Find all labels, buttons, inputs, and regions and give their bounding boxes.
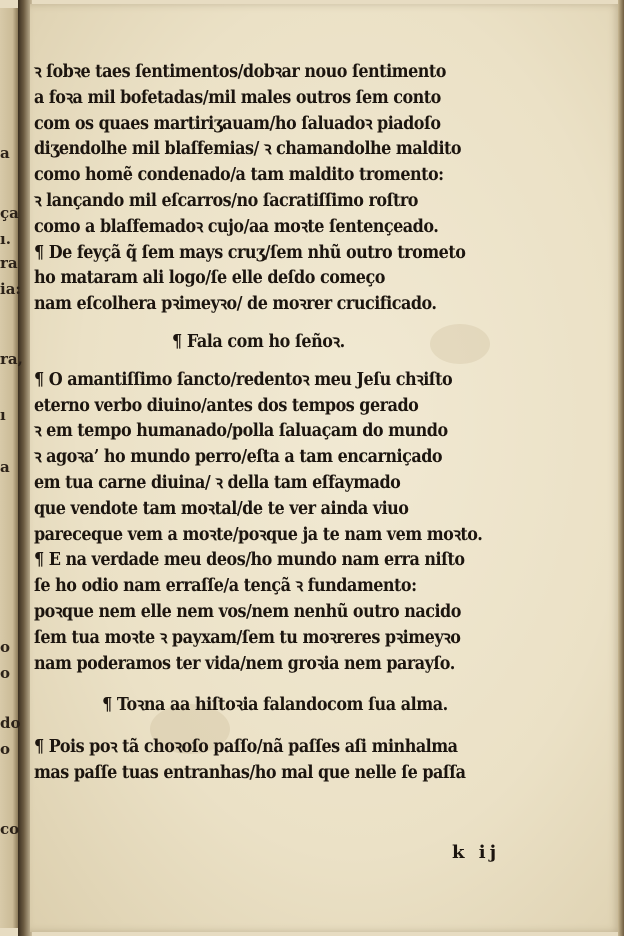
text-line: ſem tua moꝛte ꝛ payxam/ſem tu moꝛreres pꝛimeyꝛo — [34, 627, 461, 648]
text-line: ꝛ em tempo humanado/polla ſaluaçam do mundo — [34, 421, 448, 442]
margin-fragment: o — [0, 664, 11, 682]
text-line: ꝛ lançando mil eſcarros/no ſacratiſſimo roſtro — [34, 190, 418, 211]
text-line: que vendote tam moꝛtal/de te ver ainda viuo — [34, 498, 409, 519]
margin-fragment: ra, — [0, 350, 23, 368]
paragraph-narrative — [34, 60, 554, 318]
margin-fragment: ra — [0, 254, 18, 272]
text-line: a foꝛa mil bofetadas/mil males outros ſem conto — [34, 87, 441, 108]
margin-fragment: do — [0, 714, 21, 732]
signature-mark: k ij — [452, 842, 501, 863]
text-line: eterno verbo diuino/antes dos tempos gerado — [34, 395, 419, 416]
margin-fragment: co — [0, 820, 20, 838]
text-line: como homẽ condenado/a tam maldito tromento: — [34, 165, 444, 186]
left-margin-fragments — [0, 0, 23, 936]
paragraph-address — [34, 368, 554, 678]
margin-fragment: ı — [0, 406, 6, 424]
paragraph-soul — [34, 735, 554, 787]
text-line: diʒendolhe mil blaſfemias/ ꝛ chamandolhe maldito — [34, 139, 462, 160]
text-line: nam poderamos ter vida/nem groꝛia nem parayſo. — [34, 653, 455, 674]
section-heading: ¶ Toꝛna aa hiſtoꝛia falandocom ſua alma. — [102, 695, 448, 716]
text-line: ſe ho odio nam erraſſe/a tençã ꝛ fundamento: — [34, 576, 417, 597]
margin-fragment: o — [0, 638, 11, 656]
text-line: ¶ De feyçã q̃ ſem mays cruʒ/ſem nhũ outro trometo — [34, 242, 466, 263]
text-line: nam eſcolhera pꝛimeyꝛo/ de moꝛrer crucificado. — [34, 294, 437, 315]
text-line: ¶ O amantiſſimo ſancto/redentoꝛ meu Jeſu chꝛiſto — [34, 369, 453, 390]
page-right-edge — [618, 0, 624, 936]
text-line: pareceque vem a moꝛte/poꝛque ja te nam vem moꝛto. — [34, 524, 483, 545]
page-text — [34, 60, 554, 787]
margin-fragment: ça — [0, 204, 19, 222]
text-line: poꝛque nem elle nem vos/nem nenhũ outro nacido — [34, 601, 461, 622]
margin-fragment: a — [0, 458, 10, 476]
text-line: com os quaes martiriʒauam/ho ſaluadoꝛ piadoſo — [34, 113, 441, 134]
text-line: como a blaſfemadoꝛ cujo/aa moꝛte ſentençeado. — [34, 216, 439, 237]
text-line: em tua carne diuina/ ꝛ della tam eſfaymado — [34, 472, 401, 493]
margin-fragment: ı. — [0, 230, 11, 248]
text-line: ¶ Pois poꝛ tã choꝛoſo paſſo/nã paſſes aſi minhalma — [34, 737, 458, 758]
text-line: ¶ E na verdade meu deos/ho mundo nam erra niſto — [34, 550, 465, 571]
text-line: mas paſſe tuas entranhas/ho mal que nelle ſe paſſa — [34, 762, 466, 783]
text-line: ꝛ agoꝛa’ ho mundo perro/eſta a tam encarniçado — [34, 447, 443, 468]
section-heading: ¶ Fala com ho ſeñoꝛ. — [172, 331, 345, 352]
margin-fragment: ia: — [0, 280, 21, 298]
margin-fragment: o — [0, 740, 11, 758]
text-line: ho mataram ali logo/ſe elle deſdo começo — [34, 268, 385, 289]
margin-fragment: a — [0, 144, 10, 162]
text-line: ꝛ ſobꝛe taes ſentimentos/dobꝛar nouo ſentimento — [34, 62, 446, 82]
